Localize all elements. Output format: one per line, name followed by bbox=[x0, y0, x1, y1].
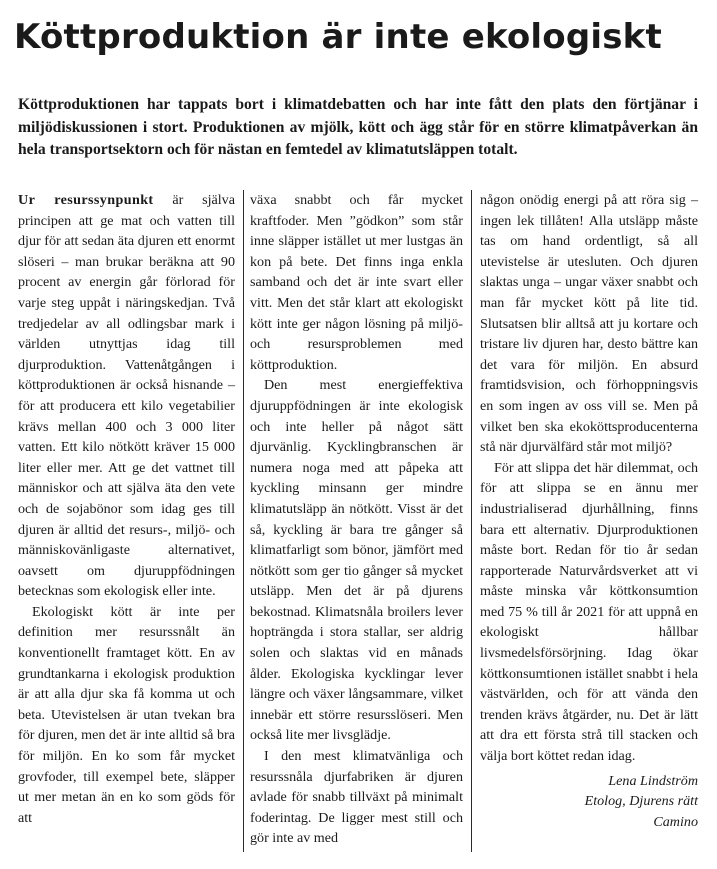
body-paragraph: växa snabbt och får mycket kraftfoder. Men ”gödkon” som står inne släpper istället ut mer lustgas än kon på bete. Det finns inga enkla samband och det är inte svart eller vitt. Men det står klart att ekologiskt kött inte ger någon lösning på miljö- och resursproblemen med köttproduktion. bbox=[250, 192, 463, 373]
body-paragraph: någon onödig energi på att röra sig – ingen lek tillåten! Alla utsläpp måste tas om hand ordentligt, så all utevistelse är utesluten. Och djuren slaktas unga – ungar växer snabbt och man får mycket kött på lite tid. Slutsatsen blir alltså att ju kortare och tristare liv djuren har, desto bättre kan det vara för miljön. En absurd framtidsvision, och förhoppningsvis en som ingen av oss vill se. Men på vilket ben ska ekoköttsproducenterna stå när djurvälfärd står mot miljö? bbox=[480, 192, 698, 456]
body-paragraph bbox=[18, 190, 235, 602]
author-signature bbox=[480, 771, 698, 833]
article-column-3 bbox=[480, 190, 698, 832]
lead-in: Ur resurssynpunkt bbox=[18, 192, 154, 208]
article-column-1 bbox=[18, 190, 235, 828]
body-paragraph: I den mest klimatvänliga och resurssnåla djurfabriken är djuren avlade för snabb tillväxt på minimalt foderintag. De ligger mest still och gör inte av med bbox=[250, 748, 463, 847]
column-divider bbox=[243, 190, 244, 852]
author-name: Lena Lindström bbox=[608, 772, 698, 789]
body-paragraph: Ekologiskt kött är inte per definition mer resurssnålt än konventionellt framtaget kött. En av grundtankarna i ekologisk produktion är att alla djur ska få komma ut och beta. Utevistelsen är utan tvekan bra för djuren, men det är inte alltid så bra för miljön. En ko som får mycket grovfoder, till exempel bete, släpper ut mer metan än en ko som göds för att bbox=[18, 603, 235, 826]
paragraph-text: är själva principen att ge mat och vatten till djur för att sedan äta djuren ett enormt slöseri – man brukar beräkna att 90 procent av energin går förlorad för varje steg uppåt i näringskedjan. Två tredjedelar av all odlingsbar mark i världen utnyttjas idag till djurproduktion. Vattenåtgången i köttproduktionen är också hisnande – för att producera ett kilo vegetabilier krävs mellan 400 och 3 000 liter vatten. Ett kilo nötkött kräver 15 000 liter eller mer. Att ge det vattnet till människor och att själva äta den vete och de sojabönor som idag ges till djuren är alltid det resurs-, miljö- och människovänligaste alternativet, oavsett om djuruppfödningen betecknas som ekologisk eller inte. bbox=[18, 192, 235, 600]
author-place: Camino bbox=[653, 813, 698, 830]
author-title: Etolog, Djurens rätt bbox=[584, 793, 698, 810]
article-column-2 bbox=[250, 190, 463, 849]
body-paragraph: För att slippa det här dilemmat, och för att slippa se en ännu mer industrialiserad djurhållning, finns bara ett alternativ. Djurproduktionen måste bort. Redan för tio år sedan rapporterade Naturvårdsverket att vi måste minska vår köttkonsumtion med 75 % till år 2021 för att uppnå en ekologiskt hållbar livsmedelsförsörjning. Idag ökar köttkonsumtionen istället snabbt i hela västvärlden, och för att vända den trenden krävs åtgärder, nu. Det är lätt att dra ett första strå till stacken och välja bort köttet redan idag. bbox=[480, 459, 698, 765]
column-divider bbox=[471, 190, 472, 852]
article-headline: Köttproduktion är inte ekologiskt bbox=[14, 17, 662, 57]
article-ingress: Köttproduktionen har tappats bort i klimatdebatten och har inte fått den plats den förtjänar i miljödiskussionen i stort. Produktionen av mjölk, kött och ägg står för en större klimatpåverkan än hela transportsektorn och för nästan en femtedel av klimatutsläppen totalt. bbox=[18, 96, 698, 158]
body-paragraph: Den mest energieffektiva djuruppfödningen är inte ekologisk och inte heller på något sätt djurvänlig. Kycklingbranschen är numera noga med att påpeka att kyckling minsann ger mindre klimatutsläpp än nötkött. Visst är det så, kyckling är bara tre gånger så klimatfarligt som bönor, jämfört med nötkött som ger tio gånger så mycket utsläpp. Men det är på djurens bekostnad. Klimatsnåla broilers lever hopträngda i stora stallar, ser aldrig solen och slaktas vid en månads ålder. Ekologiska kycklingar lever längre och växer långsammare, vilket innebär ett större resursslöseri. Men också lite mer livsglädje. bbox=[250, 377, 463, 744]
